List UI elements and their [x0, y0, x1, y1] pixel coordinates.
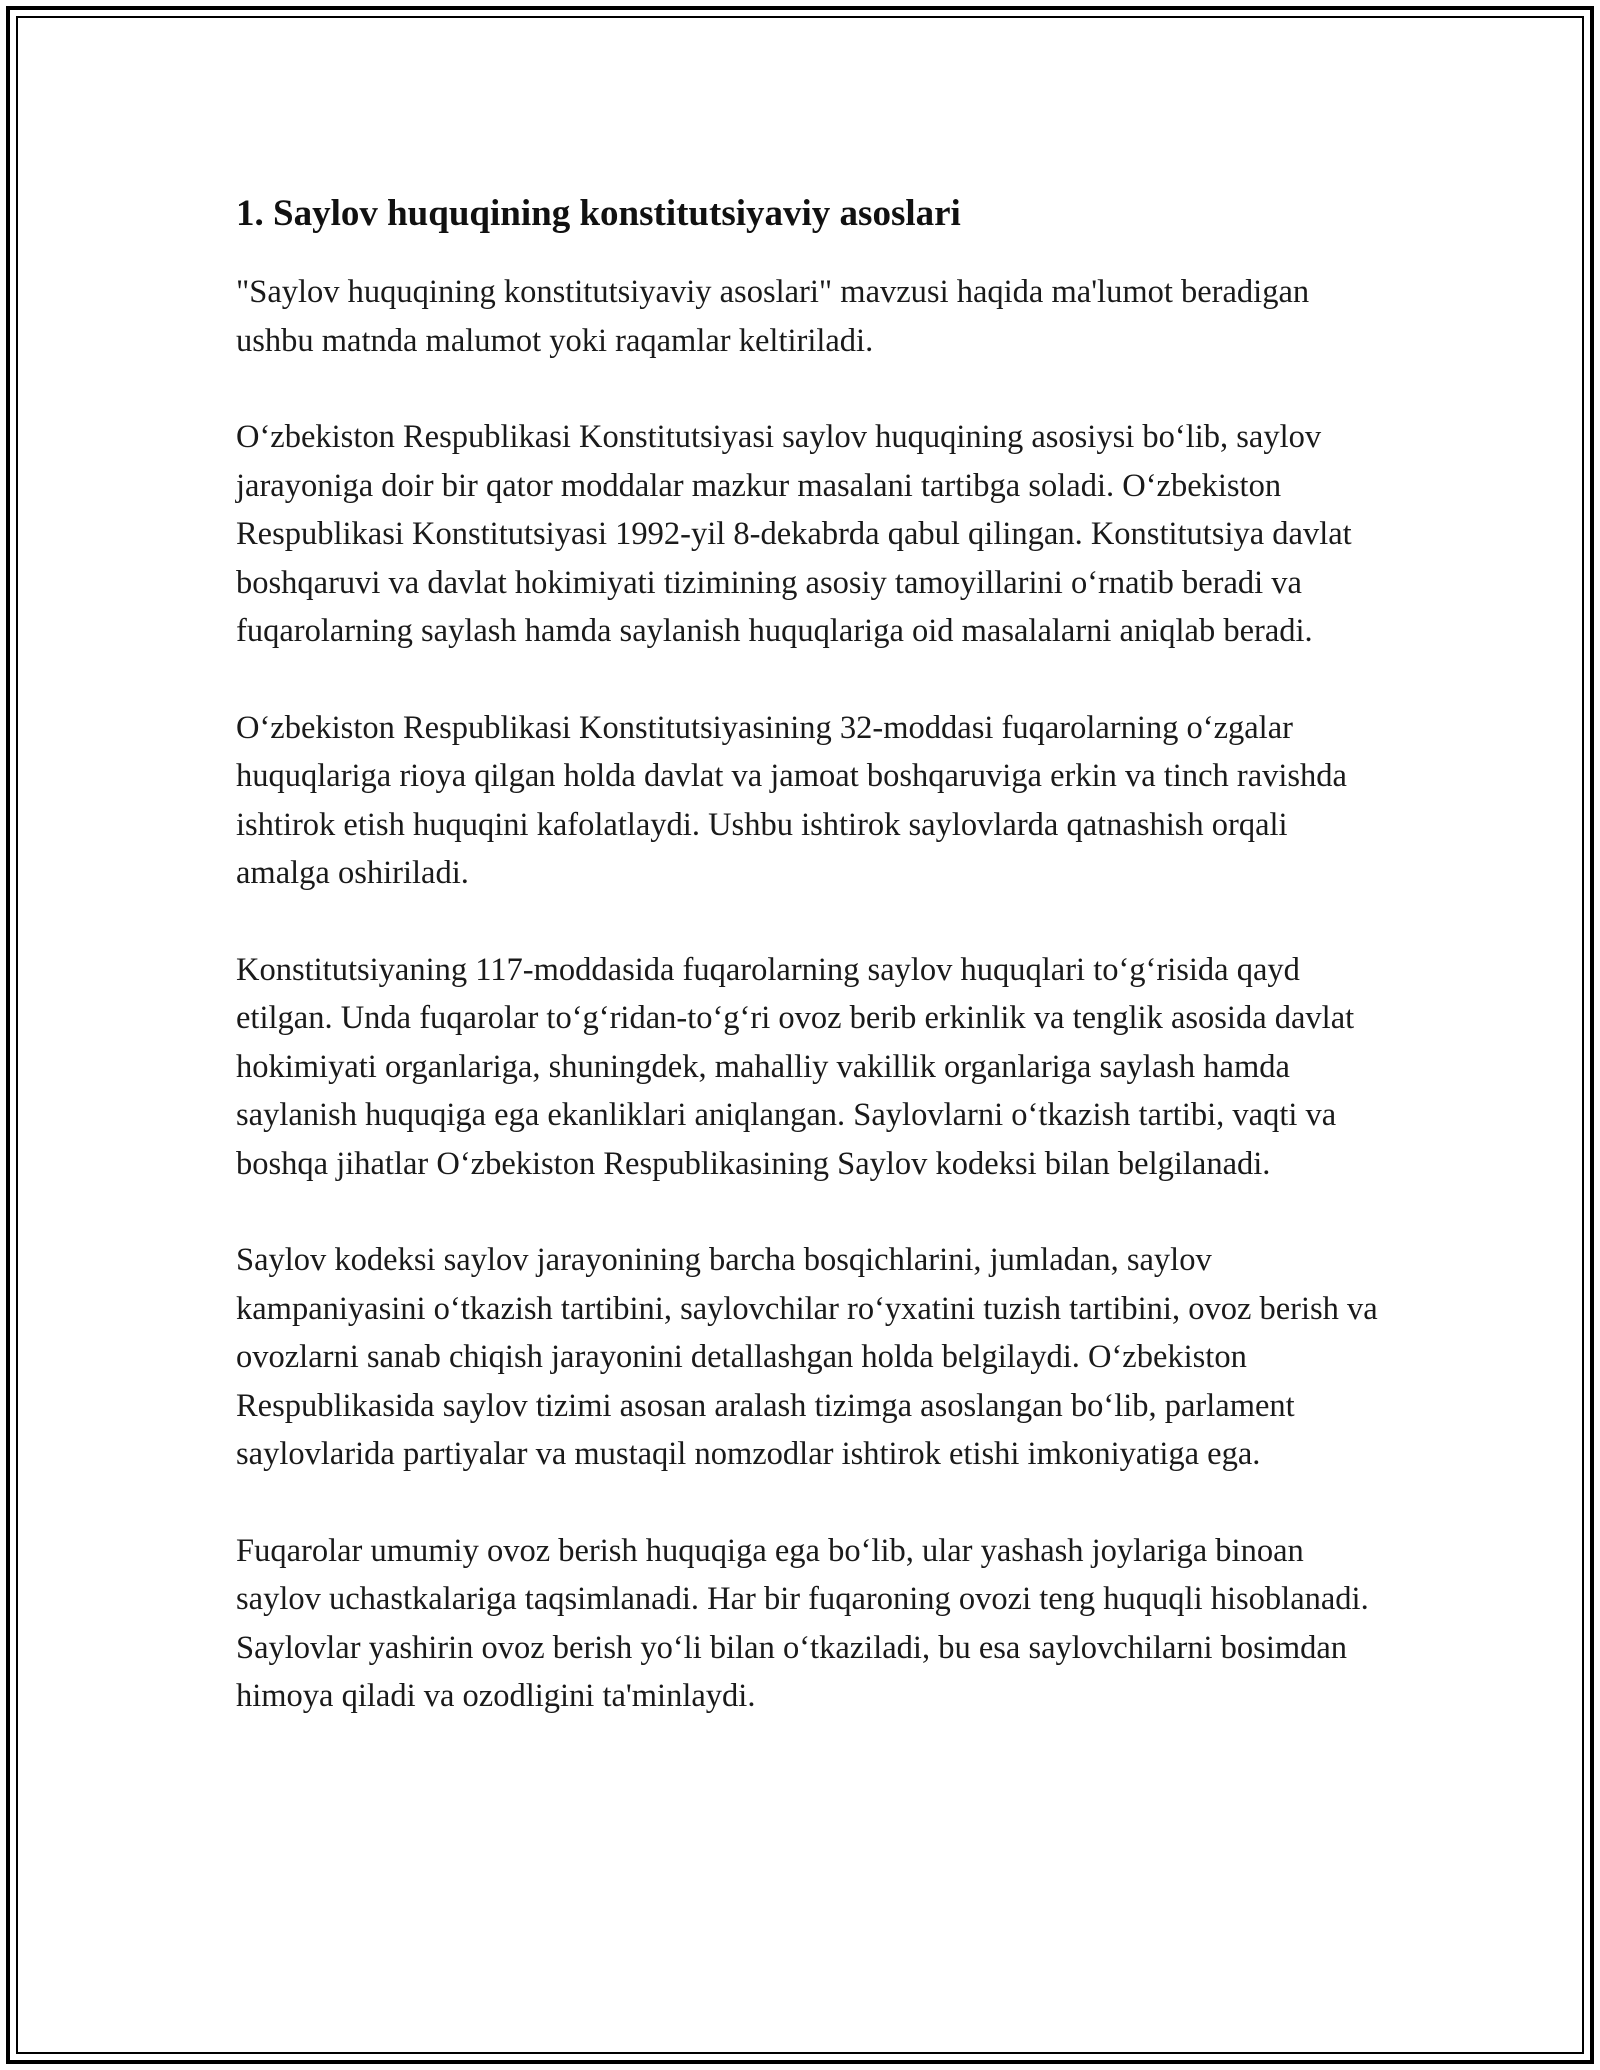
paragraph-election-code: Saylov kodeksi saylov jarayonining barcha bosqichlarini, jumladan, saylov kampaniyasini oʻtkazish tartibini, saylovchilar roʻyxatini tuzish tartibini, ovoz berish va ovozlarni sanab chiqish jarayonini detallashgan holda belgilaydi. Oʻzbekiston Respublikasida saylov tizimi asosan aralash tizimga asoslangan boʻlib, parlament saylovlarida partiyalar va mustaqil nomzodlar ishtirok etishi imkoniyatiga ega.: [236, 1242, 1378, 1472]
section-heading: 1. Saylov huquqining konstitutsiyaviy asoslari: [236, 193, 961, 234]
document-body: [236, 186, 1386, 1769]
paragraph-article-32: Oʻzbekiston Respublikasi Konstitutsiyasining 32-moddasi fuqarolarning oʻzgalar huquqlariga rioya qilgan holda davlat va jamoat boshqaruviga erkin va tinch ravishda ishtirok etish huquqini kafolatlaydi. Ushbu ishtirok saylovlarda qatnashish orqali amalga oshiriladi.: [236, 709, 1347, 891]
paragraph-universal-suffrage: Fuqarolar umumiy ovoz berish huquqiga ega boʻlib, ular yashash joylariga binoan saylov uchastkalariga taqsimlanadi. Har bir fuqaroning ovozi teng huquqli hisoblanadi. Saylovlar yashirin ovoz berish yoʻli bilan oʻtkaziladi, bu esa saylovchilarni bosimdan himoya qiladi va ozodligini ta'minlaydi.: [236, 1532, 1369, 1714]
paragraph-constitution: Oʻzbekiston Respublikasi Konstitutsiyasi saylov huquqining asosiysi boʻlib, saylov jarayoniga doir bir qator moddalar mazkur masalani tartibga soladi. Oʻzbekiston Respublikasi Konstitutsiyasi 1992-yil 8-dekabrda qabul qilingan. Konstitutsiya davlat boshqaruvi va davlat hokimiyati tizimining asosiy tamoyillarini oʻrnatib beradi va fuqarolarning saylash hamda saylanish huquqlariga oid masalalarni aniqlab beradi.: [236, 419, 1352, 649]
paragraph-intro: "Saylov huquqining konstitutsiyaviy asoslari" mavzusi haqida ma'lumot beradigan ushbu matnda malumot yoki raqamlar keltiriladi.: [236, 274, 1310, 359]
paragraph-article-117: Konstitutsiyaning 117-moddasida fuqarolarning saylov huquqlari toʻgʻrisida qayd etilgan. Unda fuqarolar toʻgʻridan-toʻgʻri ovoz berib erkinlik va tenglik asosida davlat hokimiyati organlariga, shuningdek, mahalliy vakillik organlariga saylash hamda saylanish huquqiga ega ekanliklari aniqlangan. Saylovlarni oʻtkazish tartibi, vaqti va boshqa jihatlar Oʻzbekiston Respublikasining Saylov kodeksi bilan belgilanadi.: [236, 951, 1355, 1182]
